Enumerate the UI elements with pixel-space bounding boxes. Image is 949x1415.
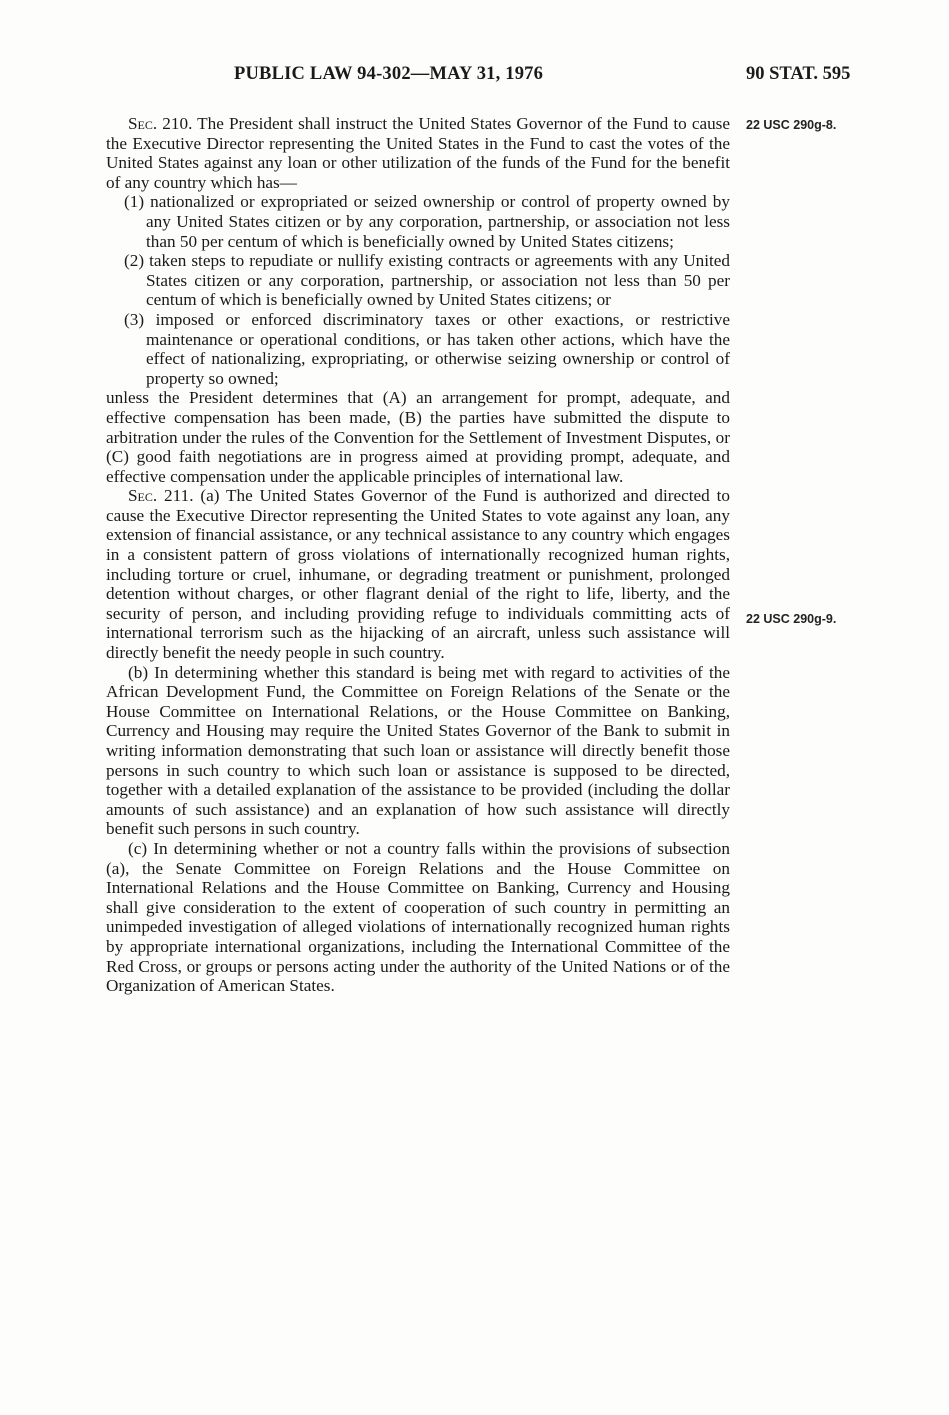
section-211-b: (b) In determining whether this standard is being met with regard to activities of the African Development Fund, the Committee on Foreign Relations of the Senate or the House Committee on International Relations, or the House Committee on Banking, Currency and Housing may require the United States Governor of the Bank to submit in writing information demonstrating that such loan or assistance will directly benefit those persons in such country to which such loan or assistance is supposed to be directed, together with a detailed explanation of the assistance to be provided (including the dollar amounts of such assistance) and an explanation of how such assistance will directly benefit such persons in such country.	[106, 662, 730, 839]
section-label: Sec.	[128, 114, 158, 133]
statute-page-reference: 90 STAT. 595	[746, 64, 851, 84]
margin-note-usc-290g-9: 22 USC 290g-9.	[746, 612, 837, 626]
section-210-closing: unless the President determines that (A) an arrangement for prompt, adequate, and effective compensation has been made, (B) the parties have submitted the dispute to arbitration under the rules of the Convention for the Settlement of Investment Disputes, or (C) good faith negotiations are in progress aimed at providing prompt, adequate, and effective compensation under the applicable principles of international law.	[106, 388, 730, 486]
section-211-a	[106, 486, 730, 662]
section-210-item-2: (2) taken steps to repudiate or nullify existing contracts or agreements with any United States citizen or any corporation, partnership, or association not less than 50 per centum of which is beneficially owned by United States citizens; or	[124, 251, 730, 310]
section-210-text: 210. The President shall instruct the United States Governor of the Fund to cause the Executive Director representing the United States in the Fund to cast the votes of the United States against any loan or other utilization of the funds of the Fund for the benefit of any country which has—	[106, 114, 730, 192]
section-210-item-1: (1) nationalized or expropriated or seized ownership or control of property owned by any United States citizen or by any corporation, partnership, or association not less than 50 per centum of which is beneficially owned by United States citizens;	[124, 192, 730, 251]
section-210-item-3: (3) imposed or enforced discriminatory taxes or other exactions, or restrictive maintenance or operational conditions, or has taken other actions, which have the effect of nationalizing, expropriating, or otherwise seizing ownership or control of property so owned;	[124, 309, 730, 388]
section-210-intro	[106, 114, 730, 192]
margin-note-usc-290g-8: 22 USC 290g-8.	[746, 118, 837, 132]
law-text	[106, 114, 730, 996]
running-head: PUBLIC LAW 94-302—MAY 31, 1976	[234, 64, 544, 84]
section-label: Sec.	[128, 486, 158, 506]
section-211-c: (c) In determining whether or not a country falls within the provisions of subsection (a), the Senate Committee on Foreign Relations and the House Committee on International Relations and the House Committee on Banking, Currency and Housing shall give consideration to the extent of cooperation of such country in permitting an unimpeded investigation of alleged violations of internationally recognized human rights by appropriate international organizations, including the International Committee of the Red Cross, or groups or persons acting under the authority of the United Nations or of the Organization of American States.	[106, 838, 730, 996]
section-211-a-text: 211. (a) The United States Governor of the Fund is authorized and directed to cause the Executive Director representing the United States to vote against any loan, any extension of financial assistance, or any technical assistance to any country which engages in a consistent pattern of gross violations of internationally recognized human rights, including torture or cruel, inhumane, or degrading treatment or punishment, prolonged detention without charges, or other flagrant denial of the right to life, liberty, and the security of person, and including providing refuge to individuals committing acts of international terrorism such as the hijacking of an aircraft, unless such assistance will directly benefit the needy people in such country.	[106, 486, 730, 663]
page-header	[0, 64, 949, 90]
